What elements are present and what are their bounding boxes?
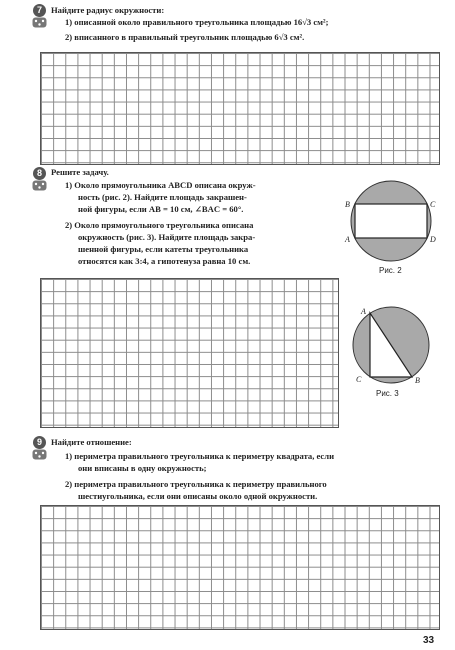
figure-2-caption: Рис. 2 xyxy=(379,266,402,275)
answer-grid-9[interactable] xyxy=(40,505,440,630)
task-8-item-1-line-3: ной фигуры, если AB = 10 см, ∠BAC = 60°. xyxy=(78,204,244,214)
task-7-number: 7 xyxy=(33,4,46,17)
fig3-label-b: B xyxy=(415,376,420,385)
answer-grid-7[interactable] xyxy=(40,52,440,165)
task-8-item-2-line-4: относятся как 3:4, а гипотенуза равна 10 см. xyxy=(78,256,251,266)
answer-grid-8[interactable] xyxy=(40,278,339,428)
figure-3-caption: Рис. 3 xyxy=(376,389,399,398)
page-number: 33 xyxy=(423,635,435,646)
fig2-label-c: C xyxy=(430,200,436,209)
task-9-title: Найдите отношение: xyxy=(51,437,132,447)
fig2-label-a: A xyxy=(345,235,350,244)
task-8-item-1-line-1: 1) Около прямоугольника ABCD описана окруж- xyxy=(65,180,256,190)
fig2-label-b: B xyxy=(345,200,350,209)
task-9-item-1-line-1: 1) периметра правильного треугольника к периметру квадрата, если xyxy=(65,451,335,461)
task-8-item-2-line-1: 2) Около прямоугольного треугольника описана xyxy=(65,220,254,230)
dice-icon xyxy=(32,449,47,460)
figure-3 xyxy=(345,305,437,385)
task-8-item-2-line-3: шенной фигуры, если катеты треугольника xyxy=(78,244,249,254)
fig2-label-d: D xyxy=(430,235,436,244)
task-9-item-2-line-2: шестиугольника, если они описаны около одной окружности. xyxy=(78,491,318,501)
task-9-number: 9 xyxy=(33,436,46,449)
task-7-item-1: 1) описанной около правильного треугольника площадью 16√3 см²; xyxy=(65,17,329,27)
task-7-item-2: 2) вписанного в правильный треугольник площадью 6√3 см². xyxy=(65,32,305,42)
task-8-number: 8 xyxy=(33,167,46,180)
dice-icon xyxy=(32,17,47,28)
fig3-label-a: A xyxy=(361,307,366,316)
task-8-item-1-line-2: ность (рис. 2). Найдите площадь закрашен- xyxy=(78,192,247,202)
task-8-item-2-line-2: окружность (рис. 3). Найдите площадь закра- xyxy=(78,232,256,242)
dice-icon xyxy=(32,180,47,191)
fig3-label-c: C xyxy=(356,375,362,384)
task-7-title: Найдите радиус окружности: xyxy=(51,5,165,15)
task-9-item-1-line-2: они вписаны в одну окружность; xyxy=(78,463,207,473)
figure-2 xyxy=(338,180,443,264)
task-9-item-2-line-1: 2) периметра правильного треугольника к периметру правильного xyxy=(65,479,327,489)
task-8-title: Решите задачу. xyxy=(51,167,109,177)
